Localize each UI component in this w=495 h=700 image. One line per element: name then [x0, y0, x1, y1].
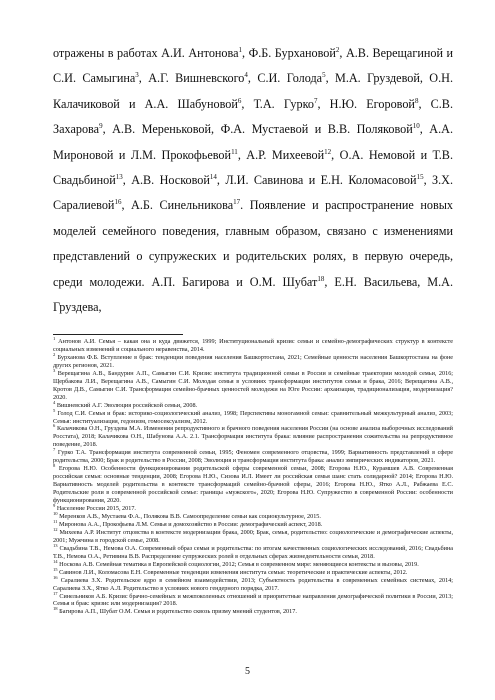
footnote [53, 449, 453, 465]
footnote [53, 574, 454, 596]
body-text-run: , О.А. Немовой и Т.В. Свадьбиной [53, 147, 453, 188]
footnote-text: Багирова А.П., Шубат О.М. Семья и родительство сквозь призму мнений студентов, 2017. [59, 608, 297, 616]
footnote-text: Калачикова О.Н., Груздева М.А. Изменения репродуктивного и брачного поведения населения России (на основе анализа выборочных исследований Росстата), 2018; Калачикова О.Н., Шабунова А.А. 2.1. Трансформация института брака: влияние распространения сожительства на репродуктивное поведение, 2018. [53, 425, 453, 449]
body-text-run: , С.И. Голода [247, 71, 323, 86]
footnote [53, 465, 453, 505]
footnote-ref: 16 [114, 198, 122, 207]
body-text-run: , А.Б. Синельникова [121, 198, 234, 213]
footnote-number: 6 [53, 423, 56, 429]
footnote-text: Верещагина А.В., Бандурин А.П., Самыгин С.И. Кризис института традиционной семьи в России и семейные траектории молодой семьи, 2016; Щербакова Л.И., Верещагина А.В., Самыгин С.И. Молодая семья в условиях трансформации институтов семьи и брака, 2016; Верещагина А.В., Кротов Д.В., Самыгин С.И. Трансформация семейно-брачных ценностей молодежи на Юге России: архаизация, традиционализация, модернизация? 2020. [53, 369, 454, 401]
footnote [53, 407, 453, 429]
footnote [53, 608, 453, 616]
body-text-run: , Т.А. Гурко [241, 96, 314, 111]
footnote-text: Синельников А.Б. Кризис брачно-семейных и межпоколенных отношений и приоритетные направления демографической политики в России, 2013; Семья и брак: кризис или модернизация? 2018. [53, 592, 454, 608]
footnote-ref: 5 [322, 71, 326, 80]
footnote-ref: 13 [115, 172, 123, 181]
body-text-run: , А.Г. Вишневского [138, 71, 245, 86]
body-text-run: , А.В. Носковой [122, 173, 210, 188]
footnote-number: 11 [53, 518, 58, 524]
footnote-ref: 11 [231, 147, 238, 156]
body-text-run: , Ф.Б. Бурхановой [242, 46, 336, 60]
footnote-ref: 4 [244, 71, 248, 80]
body-text-run: , С.В. Захарова [53, 96, 453, 137]
body-text-run: , А.В. Верещагиной и С.И. Самыгина [53, 46, 453, 86]
footnote-number: 1 [53, 335, 56, 341]
footnote-number: 8 [53, 463, 56, 469]
body-text-run: , М.А. Груздевой, О.Н. Калачиковой и А.А. Шабуновой [53, 71, 453, 111]
footnote-ref: 12 [324, 147, 332, 156]
footnote-ref: 18 [317, 274, 325, 283]
footnote-text: Свадьбина Т.В., Немова О.А. Современный образ семьи и родительства: по итогам качественных социологических исследований, 2016; Свадьбина Т.В., Немова О.А., Ретивина В.В. Распределение супружеских ролей в отдельных сферах жизнедеятельности семьи, 2018. [53, 544, 454, 560]
footnote-ref: 17 [233, 198, 241, 207]
footnote-text: Саралиева З.Х. Родительское ядро в семейном взаимодействии, 2013; Субъектность родительства в современных семейных системах, 2014; Саралиева З.Х., Ятко А.Л. Родительство в условиях нового гендерного порядка, 2017. [53, 576, 454, 592]
footnote [53, 351, 453, 370]
body-text-run: . Появление и распространение новых моделей семейного поведения, главным образом, связано с изменениями представлений о супружеских и родительских ролях, в первую очередь, среди молодежи. А.П. Багирова и О.М. Шубат [53, 198, 454, 289]
footnote-ref: 9 [99, 122, 103, 131]
main-paragraph [53, 41, 453, 320]
footnote-text: Носкова А.В. Семейная тематика в Европейской социологии, 2012; Семья в современном мире: меняющиеся контексты и вызовы, 2019. [59, 560, 419, 568]
footnote-number: 4 [53, 399, 56, 405]
footnote-number: 12 [53, 526, 58, 532]
footnote-ref: 1 [238, 45, 243, 54]
footnote [53, 335, 454, 354]
footnote-number: 10 [53, 510, 58, 516]
footnote-number: 2 [53, 351, 56, 357]
footnote-ref: 15 [416, 172, 424, 181]
footnote [53, 558, 453, 569]
page-number: 5 [245, 666, 250, 677]
body-text-run: , Л.И. Савинова и Е.Н. Коломасовой [216, 173, 417, 188]
body-text-run: отражены в работах А.И. Антонова [53, 46, 239, 60]
footnote-ref: 14 [209, 172, 217, 181]
footnote-number: 14 [53, 558, 58, 564]
footnote-ref: 7 [314, 96, 318, 105]
footnote-number: 16 [53, 574, 58, 580]
footnote-text: Егорова Н.Ю. Особенности функционирования родительской сферы современной семьи, 2008; Егорова Н.Ю., Курамшев А.В. Современная российская семья: основные тенденции, 2008; Егорова Н.Ю., Сизова И.Л. Имеет ли российская семья шанс стать солидарной? 2014; Егорова Н.Ю. Вариативность моделей родительства в контексте трансформаций семейно-брачной сферы, 2016; Егорова Н.Ю., Ятко А.Л., Рабжаева Е.С. Родительские роли в современной российской семье: границы «мужского», 2020; Егорова Н.Ю. Супружество в современной России: особенности функционирования, 2020. [53, 465, 454, 505]
body-text-run: , А.Р. Михеевой [237, 147, 325, 162]
footnote-ref: 8 [414, 96, 419, 105]
footnote-text: Вишневский А.Г. Эволюция российской семьи, 2008. [56, 401, 198, 409]
footnote-number: 13 [53, 542, 58, 548]
footnote [53, 542, 454, 561]
footnote-ref: 2 [335, 45, 340, 54]
footnote-number: 15 [53, 566, 58, 572]
footnote [53, 425, 453, 449]
footnote-text: Савинов Л.И., Коломасова Е.Н. Современные тенденции изменения института семьи: теоретические и практические аспекты, 2012. [59, 568, 408, 576]
footnote [53, 367, 454, 402]
footnote-separator [53, 334, 183, 335]
footnote-ref: 10 [412, 122, 420, 131]
footnote-ref: 3 [135, 71, 139, 80]
footnote-number: 18 [53, 606, 58, 612]
footnote-text: Меренков А.В., Мустаева Ф.А., Полякова В.В. Самоопределение семьи как социокультурное, 2015. [59, 512, 321, 520]
footnote-text: Население России 2015, 2017. [56, 505, 136, 513]
footnote-number: 3 [53, 367, 56, 373]
footnote-number: 7 [53, 447, 56, 453]
footnote [53, 399, 453, 410]
footnote-number: 5 [53, 407, 56, 413]
footnote-text: Миронова А.А., Прокофьева Л.М. Семья и домохозяйство в России: демографический аспект, 2018. [58, 520, 323, 528]
footnote-number: 17 [53, 590, 58, 596]
body-text-run: , Е.Н. Васильева, М.А. Груздева, [53, 274, 453, 315]
footnote [53, 566, 453, 577]
footnote [53, 518, 453, 529]
footnote [53, 510, 453, 521]
body-text-run: , А.В. Мереньковой, Ф.А. Мустаевой и В.В. Поляковой [102, 122, 413, 137]
body-text-run: , Н.Ю. Егоровой [317, 96, 415, 111]
footnote-text: Голод С.И. Семья и брак: историко-социологический анализ, 1998; Перспективы моногамной семьи: сравнительный межкультурный анализ, 2003; Семья: институализация, гедонизм, гомосексуализм, 2012. [53, 409, 453, 425]
footnote-ref: 6 [237, 96, 242, 105]
body-text-run: , А.А. Мироновой и Л.М. Прокофьевой [53, 122, 453, 162]
footnote [53, 502, 453, 513]
footnotes-section [53, 335, 454, 616]
body-text-run: , З.Х. Саралиевой [53, 173, 453, 213]
footnote-number: 9 [53, 502, 56, 508]
footnote-text: Гурко Т.А. Трансформация института современной семьи, 1995; Феномен современного отцовства, 1999; Вариативность представлений в сфере родительства, 2000; Брак и родительство в России, 2008; Эволюция и трансформация института брака: анализ эмпирических индикаторов, 2021. [53, 449, 453, 465]
footnote-text: Бурханова Ф.Б. Вступление в брак: тенденции поведения населения Башкортостана, 2021; Семейные ценности населения Башкортостана на фоне других регионов, 2021. [53, 353, 453, 369]
footnote-text: Михеева А.Р. Институт отцовства в контексте модернизации брака, 2000; Брак, семья, родительство: социологические и демографические аспекты, 2001; Мужчина в городской семье, 2008. [53, 528, 454, 544]
footnote-text: Антонов А.И. Семья – какая она и куда движется, 1999; Институциональный кризис семьи и семейно-демографических структур в контексте социальных изменений и социального неравенства, 2014. [53, 338, 454, 353]
footnote [53, 526, 454, 545]
